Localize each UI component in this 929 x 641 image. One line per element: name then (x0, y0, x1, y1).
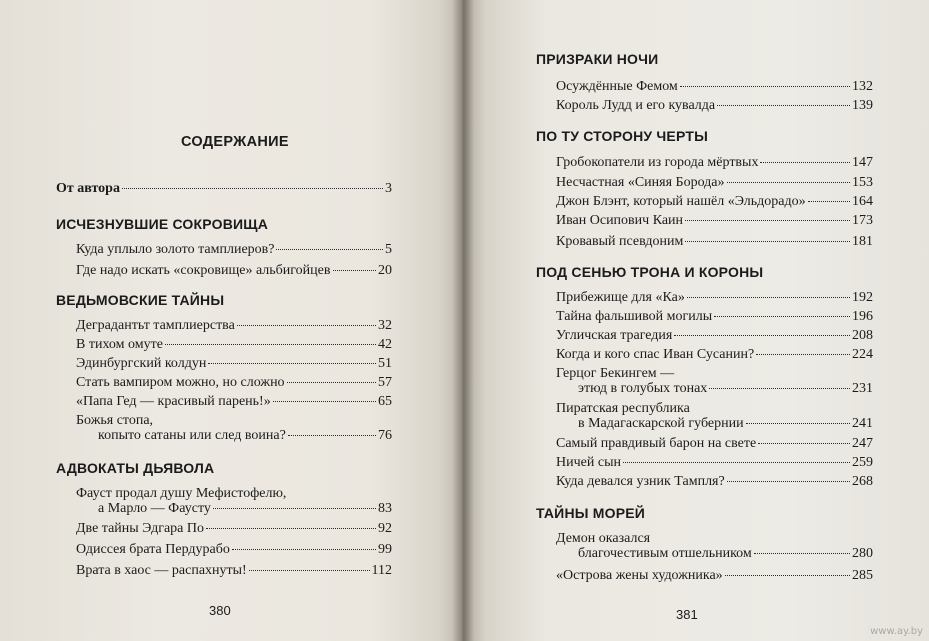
entry-title: Деградантьт тамплиерства (76, 318, 235, 333)
entry-title-continued: этюд в голубых тонах (578, 381, 708, 396)
section-title: ВЕДЬМОВСКИЕ ТАЙНЫ (56, 292, 225, 308)
dot-leader (333, 269, 377, 271)
dot-leader (714, 315, 850, 317)
toc-entry (76, 413, 392, 443)
entry-title: Стать вампиром можно, но сложно (76, 375, 285, 390)
dot-leader (685, 240, 850, 242)
toc-entry (556, 455, 873, 470)
entry-page: 241 (852, 416, 873, 431)
dot-leader (623, 461, 850, 463)
dot-leader (756, 353, 850, 355)
toc-entry (556, 328, 873, 343)
watermark: www.ay.by (870, 626, 923, 637)
entry-title: Самый правдивый барон на свете (556, 436, 757, 451)
dot-leader (208, 362, 376, 364)
dot-leader (249, 569, 370, 571)
entry-title: «Острова жены художника» (556, 568, 723, 583)
right-page (462, 0, 929, 641)
toc-entry (556, 234, 873, 249)
toc-entry (76, 394, 392, 409)
entry-page: 139 (852, 98, 873, 113)
dot-leader (276, 248, 383, 250)
entry-title: Куда девался узник Тампля? (556, 474, 725, 489)
dot-leader (674, 334, 850, 336)
dot-leader (685, 219, 850, 221)
toc-entry (76, 375, 392, 390)
toc-entry (556, 175, 873, 190)
dot-leader (725, 574, 850, 576)
section-title: ИСЧЕЗНУВШИЕ СОКРОВИЩА (56, 216, 269, 232)
dot-leader (754, 552, 850, 554)
dot-leader (758, 442, 850, 444)
entry-page: 99 (378, 542, 392, 557)
entry-title-continued: благочестивым отшельником (578, 546, 752, 561)
toc-entry (76, 263, 392, 278)
toc-entry (556, 155, 873, 170)
entry-title: Куда уплыло золото тамплиеров? (76, 242, 275, 257)
toc-entry (556, 290, 873, 305)
entry-page: 147 (852, 155, 873, 170)
section-title: АДВОКАТЫ ДЬЯВОЛА (56, 460, 215, 476)
dot-leader (760, 161, 850, 163)
toc-entry (556, 98, 873, 113)
entry-title: Ничей сын (556, 455, 621, 470)
entry-title: Фауст продал душу Мефистофелю, (76, 486, 287, 501)
entry-page: 83 (378, 501, 392, 516)
entry-title: В тихом омуте (76, 337, 163, 352)
entry-page: 164 (852, 194, 873, 209)
toc-entry (556, 79, 873, 94)
entry-page: 32 (378, 318, 392, 333)
entry-title: Врата в хаос — распахнуты! (76, 563, 247, 578)
toc-entry (556, 474, 873, 489)
entry-title: Кровавый псевдоним (556, 234, 684, 249)
toc-entry (556, 213, 873, 228)
entry-title: Эдинбургский колдун (76, 356, 207, 371)
dot-leader (727, 181, 850, 183)
dot-leader (273, 400, 376, 402)
toc-entry (76, 542, 392, 557)
entry-page: 192 (852, 290, 873, 305)
entry-page: 65 (378, 394, 392, 409)
toc-entry (556, 194, 873, 209)
entry-page: 208 (852, 328, 873, 343)
page-number: 380 (209, 603, 231, 618)
entry-title: Демон оказался (556, 531, 651, 546)
entry-title: Прибежище для «Ка» (556, 290, 685, 305)
page-number: 381 (676, 607, 698, 622)
section-title: ПРИЗРАКИ НОЧИ (536, 51, 659, 67)
dot-leader (206, 527, 376, 529)
toc-entry (76, 563, 392, 578)
entry-page: 5 (385, 242, 392, 257)
toc-entry (76, 356, 392, 371)
dot-leader (237, 324, 376, 326)
dot-leader (213, 507, 376, 509)
entry-page: 3 (385, 181, 392, 196)
section-title: ПОД СЕНЬЮ ТРОНА И КОРОНЫ (536, 264, 764, 280)
entry-page: 92 (378, 521, 392, 536)
dot-leader (808, 200, 850, 202)
entry-title: Несчастная «Синяя Борода» (556, 175, 725, 190)
toc-entry (76, 486, 392, 516)
entry-page: 76 (378, 428, 392, 443)
toc-entry (556, 568, 873, 583)
toc-entry (556, 401, 873, 431)
entry-title: Иван Осипович Каин (556, 213, 684, 228)
entry-title-continued: в Мадагаскарской губернии (578, 416, 744, 431)
entry-page: 196 (852, 309, 873, 324)
entry-title: Две тайны Эдгара По (76, 521, 204, 536)
toc-entry (556, 309, 873, 324)
toc-entry-author (56, 181, 392, 196)
toc-heading: СОДЕРЖАНИЕ (181, 134, 289, 150)
left-page (0, 0, 462, 641)
entry-title: Угличская трагедия (556, 328, 673, 343)
entry-title: От автора (56, 181, 120, 196)
entry-page: 280 (852, 546, 873, 561)
dot-leader (680, 85, 850, 87)
dot-leader (122, 187, 383, 189)
entry-title: Одиссея брата Пердурабо (76, 542, 230, 557)
section-title: ТАЙНЫ МОРЕЙ (536, 505, 646, 521)
entry-page: 268 (852, 474, 873, 489)
section-title: ПО ТУ СТОРОНУ ЧЕРТЫ (536, 128, 708, 144)
entry-page: 57 (378, 375, 392, 390)
entry-title: Джон Блэнт, который нашёл «Эльдорадо» (556, 194, 806, 209)
entry-page: 247 (852, 436, 873, 451)
entry-page: 42 (378, 337, 392, 352)
entry-title: Герцог Бекингем — (556, 366, 675, 381)
entry-page: 224 (852, 347, 873, 362)
entry-page: 153 (852, 175, 873, 190)
toc-entry (556, 366, 873, 396)
entry-page: 259 (852, 455, 873, 470)
entry-page: 181 (852, 234, 873, 249)
entry-title: «Папа Гед — красивый парень!» (76, 394, 271, 409)
entry-page: 231 (852, 381, 873, 396)
entry-title-continued: копыто сатаны или след воина? (98, 428, 286, 443)
entry-page: 51 (378, 356, 392, 371)
entry-page: 132 (852, 79, 873, 94)
entry-title: Гробокопатели из города мёртвых (556, 155, 759, 170)
dot-leader (727, 480, 850, 482)
toc-entry (556, 436, 873, 451)
entry-title: Король Лудд и его кувалда (556, 98, 716, 113)
entry-page: 285 (852, 568, 873, 583)
dot-leader (709, 387, 850, 389)
entry-page: 112 (371, 563, 392, 578)
dot-leader (746, 422, 850, 424)
toc-entry (76, 337, 392, 352)
entry-title: Где надо искать «сокровище» альбигойцев (76, 263, 331, 278)
entry-title: Божья стопа, (76, 413, 154, 428)
dot-leader (232, 548, 376, 550)
toc-entry (556, 531, 873, 561)
entry-title: Пиратская республика (556, 401, 690, 416)
entry-title-continued: а Марло — Фаусту (98, 501, 211, 516)
entry-title: Осуждённые Фемом (556, 79, 678, 94)
toc-entry (76, 318, 392, 333)
entry-page: 20 (378, 263, 392, 278)
dot-leader (717, 104, 850, 106)
dot-leader (287, 381, 376, 383)
entry-title: Тайна фальшивой могилы (556, 309, 713, 324)
dot-leader (165, 343, 376, 345)
toc-entry (76, 242, 392, 257)
toc-entry (556, 347, 873, 362)
entry-title: Когда и кого спас Иван Сусанин? (556, 347, 755, 362)
dot-leader (687, 296, 850, 298)
entry-page: 173 (852, 213, 873, 228)
toc-entry (76, 521, 392, 536)
dot-leader (288, 434, 376, 436)
